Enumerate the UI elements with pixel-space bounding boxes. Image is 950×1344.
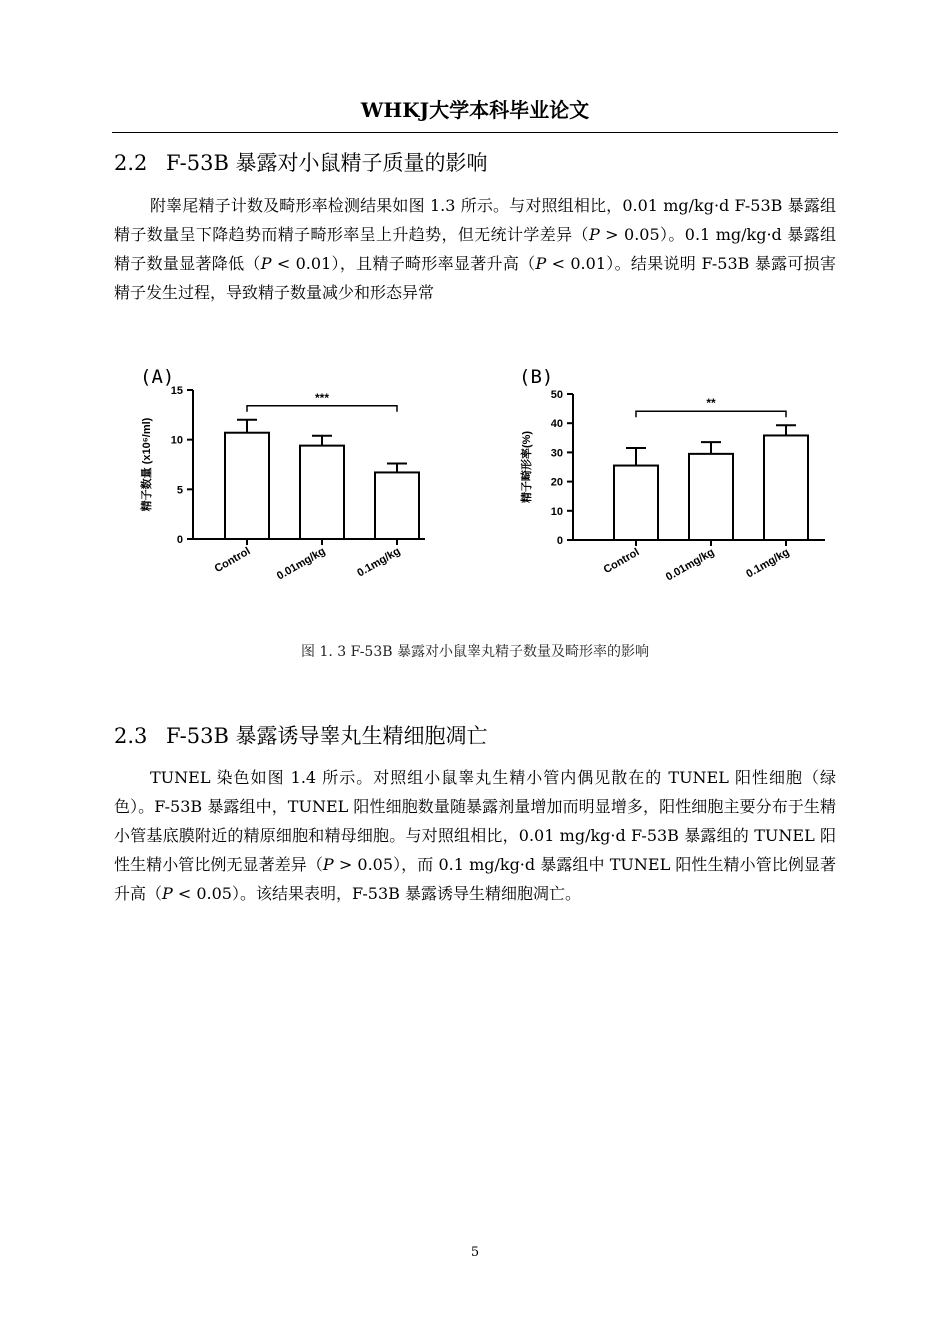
- p-symbol: P: [588, 225, 600, 244]
- chart-sperm-abnormality: [510, 370, 840, 610]
- y-tick-label: 15: [170, 385, 183, 397]
- y-tick-label: 10: [550, 505, 563, 518]
- section-title: F-53B 暴露对小鼠精子质量的影响: [166, 151, 488, 175]
- bar: [614, 466, 658, 540]
- significance-label: **: [706, 396, 716, 411]
- section-heading-2-2: [114, 147, 488, 177]
- y-tick-label: 0: [176, 534, 183, 546]
- chart-sperm-count: [130, 370, 440, 610]
- bar: [689, 454, 733, 540]
- significance-bracket: [247, 406, 397, 412]
- text-run: < 0.01），且精子畸形率显著升高（: [271, 254, 536, 273]
- text-run: > 0.05）。0.1 mg/kg·d 暴露组精子数量显著降低（: [114, 225, 836, 273]
- x-tick-label: Control: [212, 545, 253, 576]
- panel-label-a: (A): [140, 366, 175, 388]
- y-tick-label: 50: [550, 389, 563, 401]
- y-tick-label: 20: [550, 476, 563, 489]
- bar: [375, 472, 419, 539]
- x-tick-label: 0.01mg/kg: [663, 546, 717, 584]
- x-tick-label: 0.01mg/kg: [274, 545, 328, 583]
- y-tick-label: 40: [550, 418, 563, 431]
- panel-label-b: (B): [519, 366, 554, 388]
- text-run: TUNEL 染色如图 1.4 所示。对照组小鼠睾丸生精小管内偶见散在的 TUNEL 阳性细胞（绿色）。F-53B 暴露组中，TUNEL 阳性细胞数量随暴露剂量增加而明显增多，阳性细胞主要分布于生精小管基底膜附近的精原细胞和精母细胞。与对照组相比，0.01 mg/kg·d F-53B 暴露组的 TUNEL 阳性生精小管比例无显著差异（: [114, 768, 836, 874]
- significance-bracket: [636, 411, 786, 417]
- section-title: F-53B 暴露诱导睾丸生精细胞凋亡: [166, 724, 488, 748]
- text-run: > 0.05），而 0.1 mg/kg·d 暴露组中 TUNEL 阳性生精小管比例显著升高（: [114, 855, 836, 903]
- text-run: < 0.05）。该结果表明，F-53B 暴露诱导生精细胞凋亡。: [172, 884, 581, 903]
- significance-label: ***: [314, 390, 330, 405]
- running-header: WHKJ大学本科毕业论文: [360, 98, 590, 122]
- header-rule: [112, 132, 838, 133]
- bar: [300, 446, 344, 539]
- section-heading-2-3: [114, 720, 488, 750]
- section-number: 2.2: [114, 151, 148, 175]
- y-tick-label: 5: [176, 484, 183, 497]
- x-tick-label: Control: [601, 546, 642, 577]
- text-run: 附睾尾精子计数及畸形率检测结果如图 1.3 所示。与对照组相比，0.01 mg/kg·d F-53B 暴露组精子数量呈下降趋势而精子畸形率呈上升趋势，但无统计学差异（: [114, 196, 836, 244]
- page-number: 5: [470, 1245, 480, 1260]
- y-axis-label: 精子畸形率(%): [521, 430, 533, 504]
- figure-caption: 图 1. 3 F-53B 暴露对小鼠睾丸精子数量及畸形率的影响: [301, 644, 649, 660]
- section-number: 2.3: [114, 724, 148, 748]
- bar: [764, 435, 808, 540]
- x-tick-label: 0.1mg/kg: [744, 546, 792, 581]
- text-run: < 0.01）。结果说明 F-53B 暴露可损害精子发生过程，导致精子数量减少和形态异常: [114, 254, 836, 302]
- paragraph-tunel: [114, 763, 836, 908]
- y-tick-label: 30: [550, 447, 563, 460]
- y-axis-label: 精子数量 (x10⁶/ml): [141, 417, 153, 512]
- paragraph-sperm-quality: [114, 191, 836, 307]
- p-symbol: P: [535, 254, 547, 273]
- p-symbol: P: [322, 855, 334, 874]
- x-tick-label: 0.1mg/kg: [355, 545, 403, 580]
- y-tick-label: 10: [170, 434, 183, 447]
- bar: [225, 433, 269, 539]
- y-tick-label: 0: [556, 535, 563, 547]
- p-symbol: P: [260, 254, 272, 273]
- p-symbol: P: [162, 884, 173, 903]
